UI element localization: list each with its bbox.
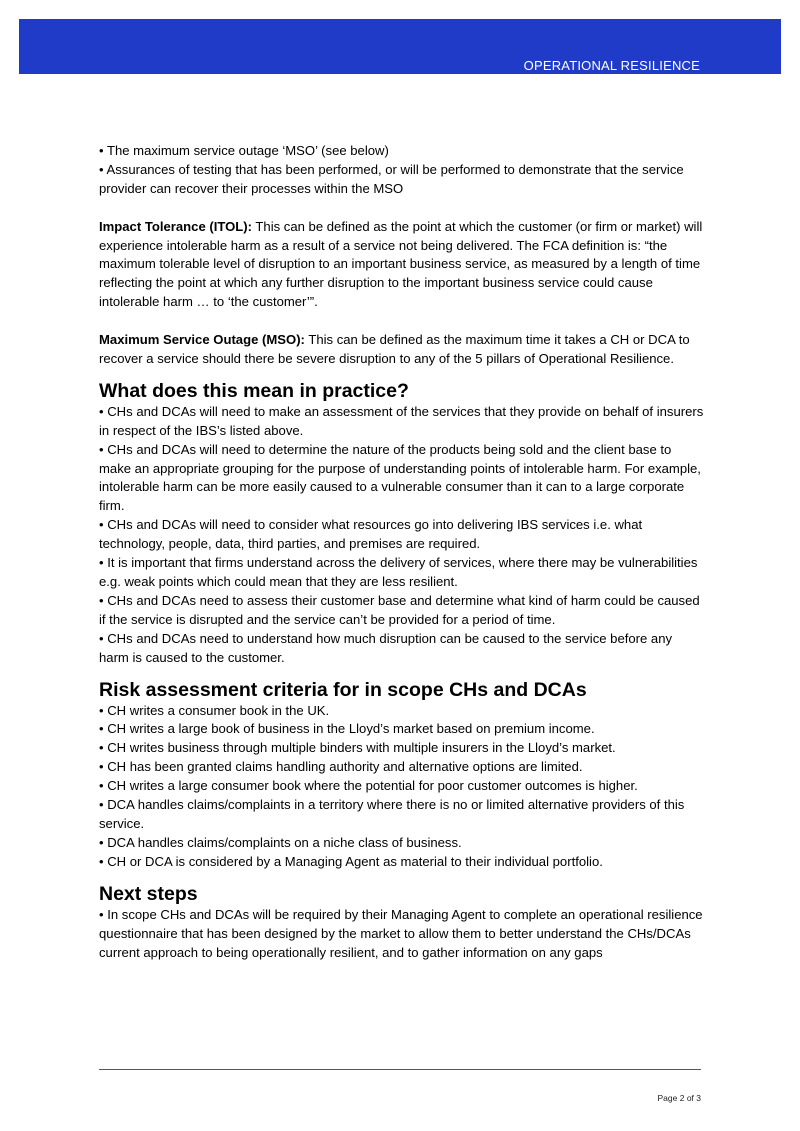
itol-text: This can be defined as the point at which the customer (or firm or market) will experience intolerable harm as a result of a service not being delivered. The FCA definition is: “the maximum tolerable level of disruption to an important business service, as measured by a length of time reflecting the point at which any further disruption to the important business service could cause intolerable harm … to ‘the customer’”. [99,218,703,310]
practice-bullet: • It is important that firms understand across the delivery of services, where there may be vulnerabilities e.g. weak points which could mean that they are less resilient. [99,555,698,589]
practice-bullet: • CHs and DCAs will need to make an assessment of the services that they provide on behalf of insurers in respect of the IBS’s listed above. [99,403,704,438]
practice-bullet: • CHs and DCAs need to assess their customer base and determine what kind of harm could be caused if the service is disrupted and the service can’t be provided for a period of time. [99,592,700,627]
practice-bullet: • CHs and DCAs will need to determine the nature of the products being sold and the client base to make an appropriate grouping for the purpose of understanding points of intolerable harm. For example, intolerable harm can be more easily caused to a vulnerable consumer than it can to a large corporate firm. [99,441,701,514]
risk-bullet: • CH writes a large consumer book where the potential for poor customer outcomes is higher. [99,778,638,794]
itol-definition [99,218,704,313]
risk-bullet: • DCA handles claims/complaints on a niche class of business. [99,834,462,850]
intro-bullet: • The maximum service outage ‘MSO’ (see below) [99,143,389,158]
risk-heading: Risk assessment criteria for in scope CHs and DCAs [99,678,587,701]
document-category-title: OPERATIONAL RESILIENCE [523,58,700,73]
risk-bullet: • DCA handles claims/complaints in a territory where there is no or limited alternative providers of this service. [99,797,685,831]
mso-text: This can be defined as the maximum time it takes a CH or DCA to recover a service should there be severe disruption to any of the 5 pillars of Operational Resilience. [99,332,690,366]
next-steps-heading: Next steps [99,882,198,905]
header-banner [19,19,781,74]
practice-heading: What does this mean in practice? [99,379,409,402]
mso-definition [99,331,704,369]
practice-bullet: • CHs and DCAs need to understand how much disruption can be caused to the service before any harm is caused to the customer. [99,630,673,665]
risk-bullet: • CH has been granted claims handling authority and alternative options are limited. [99,759,583,775]
risk-bullet: • CH or DCA is considered by a Managing Agent as material to their individual portfolio. [99,853,603,869]
page-number: Page 2 of 3 [657,1093,701,1103]
risk-bullet: • CH writes business through multiple binders with multiple insurers in the Lloyd’s market. [99,740,616,756]
footer-divider [99,1069,701,1070]
next-steps-bullet: • In scope CHs and DCAs will be required by their Managing Agent to complete an operational resilience questionnaire that has been designed by the market to allow them to better understand the CHs/DCAs current approach to being operationally resilient, and to gather information on any gaps [99,906,703,960]
mso-term: Maximum Service Outage (MSO): [99,332,305,348]
risk-bullet: • CH writes a consumer book in the UK. [99,702,330,718]
practice-bullet: • CHs and DCAs will need to consider what resources go into delivering IBS services i.e. what technology, people, data, third parties, and premises are required. [99,517,643,552]
risk-bullet: • CH writes a large book of business in the Lloyd’s market based on premium income. [99,721,595,737]
itol-term: Impact Tolerance (ITOL): [99,218,253,234]
page-content [99,142,704,962]
intro-bullet: • Assurances of testing that has been performed, or will be performed to demonstrate that the service provider can recover their processes within the MSO [99,161,684,196]
